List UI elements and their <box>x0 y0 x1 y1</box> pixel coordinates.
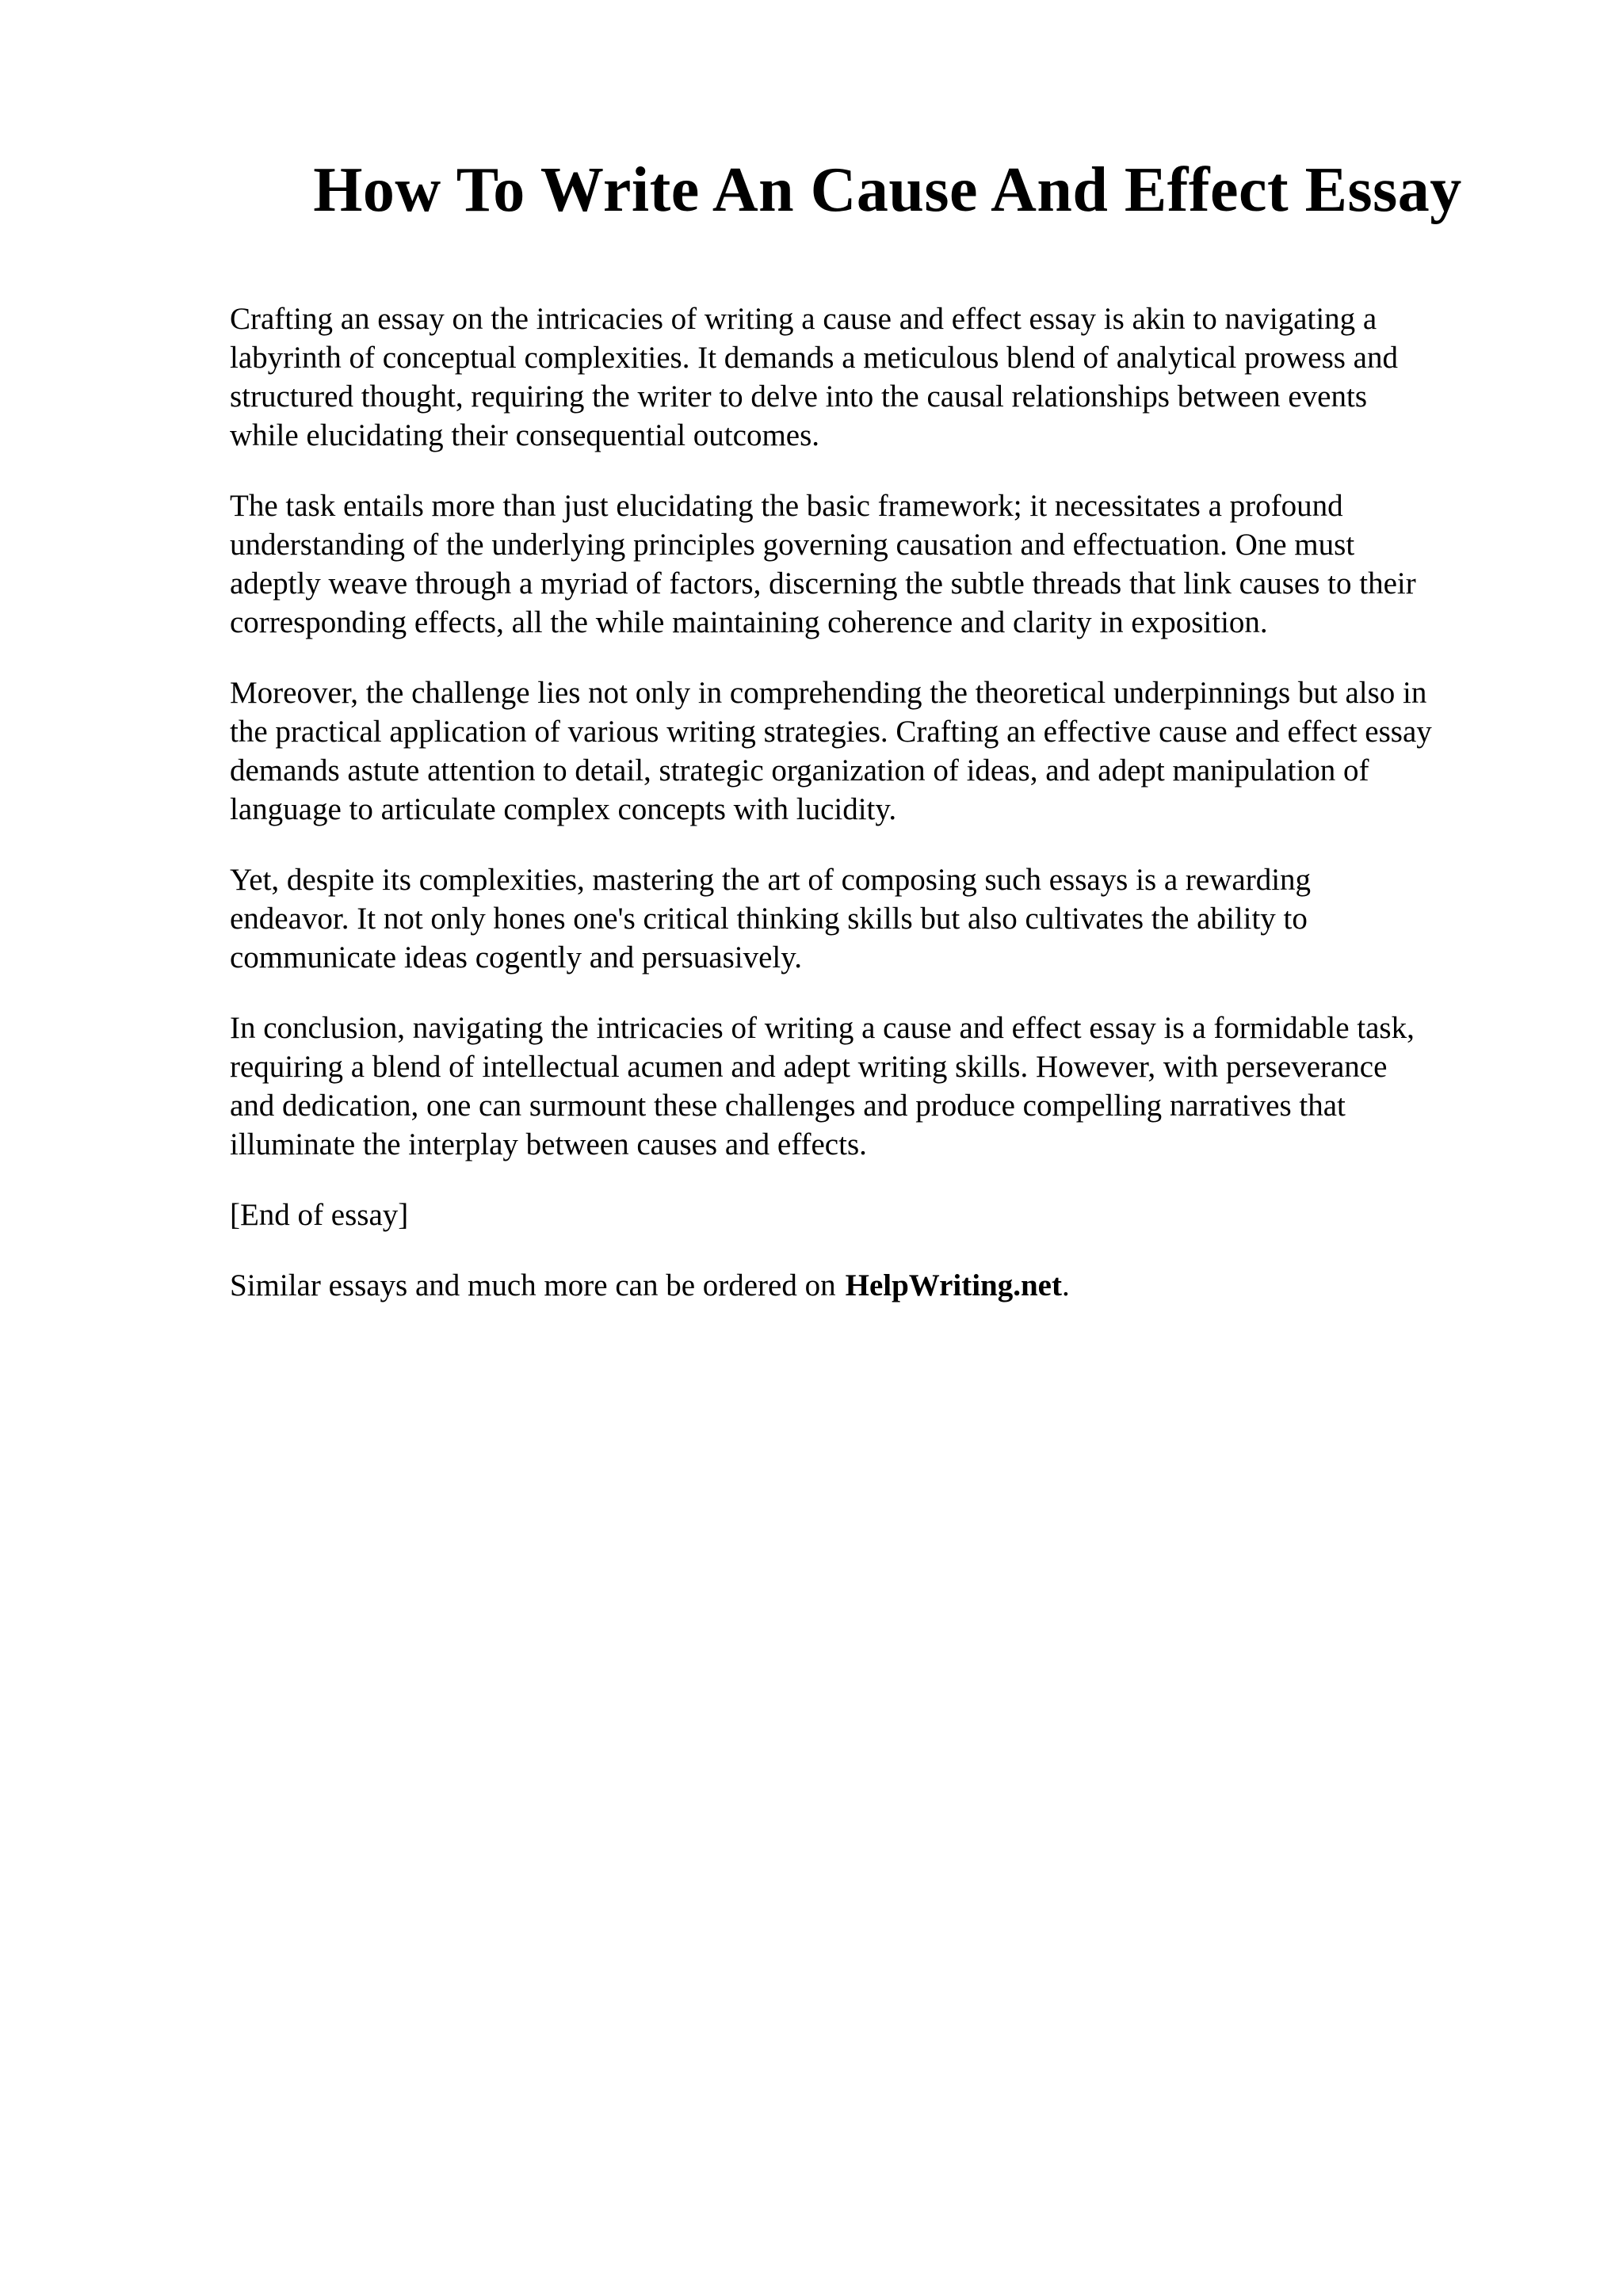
text-line: and dedication, one can surmount these challenges and produce compelling narratives that <box>230 1089 1346 1123</box>
text-line: requiring a blend of intellectual acumen and adept writing skills. However, with perseverance <box>230 1050 1388 1084</box>
text-line: Yet, despite its complexities, mastering the art of composing such essays is a rewarding <box>230 863 1312 897</box>
text-line: In conclusion, navigating the intricacies of writing a cause and effect essay is a formidable task, <box>230 1011 1415 1045</box>
paragraph-3 <box>230 673 1529 829</box>
text-line: communicate ideas cogently and persuasively. <box>230 940 802 974</box>
end-marker: [End of essay] <box>230 1198 409 1232</box>
text-line: language to articulate complex concepts with lucidity. <box>230 792 897 826</box>
text-line: The task entails more than just elucidating the basic framework; it necessitates a profound <box>230 489 1343 523</box>
text-line: Moreover, the challenge lies not only in comprehending the theoretical underpinnings but also in <box>230 676 1427 710</box>
text-line: Crafting an essay on the intricacies of writing a cause and effect essay is akin to navigating a <box>230 302 1377 336</box>
text-line: corresponding effects, all the while maintaining coherence and clarity in exposition. <box>230 605 1268 639</box>
text-line: demands astute attention to detail, strategic organization of ideas, and adept manipulation of <box>230 753 1369 788</box>
promo-suffix: . <box>1061 1268 1070 1302</box>
text-line: illuminate the interplay between causes and effects. <box>230 1127 867 1161</box>
text-line: structured thought, requiring the writer to delve into the causal relationships between events <box>230 379 1368 414</box>
essay-body <box>230 299 1529 1337</box>
text-line: adeptly weave through a myriad of factors, discerning the subtle threads that link causes to their <box>230 566 1416 601</box>
text-line: understanding of the underlying principles governing causation and effectuation. One must <box>230 528 1355 562</box>
text-line: the practical application of various writing strategies. Crafting an effective cause and effect essay <box>230 715 1432 749</box>
paragraph-5 <box>230 1009 1529 1164</box>
paragraph-2 <box>230 486 1529 642</box>
paragraph-4 <box>230 860 1529 977</box>
text-line: endeavor. It not only hones one's critical thinking skills but also cultivates the ability to <box>230 902 1308 936</box>
paragraph-1 <box>230 299 1529 455</box>
text-line: while elucidating their consequential outcomes. <box>230 418 820 452</box>
brand-link[interactable]: HelpWriting.net <box>845 1268 1062 1302</box>
text-line: labyrinth of conceptual complexities. It demands a meticulous blend of analytical prowess and <box>230 341 1398 375</box>
essay-title: How To Write An Cause And Effect Essay <box>313 155 1462 225</box>
promo-line <box>230 1266 1529 1305</box>
promo-text: Similar essays and much more can be ordered on <box>230 1268 836 1302</box>
